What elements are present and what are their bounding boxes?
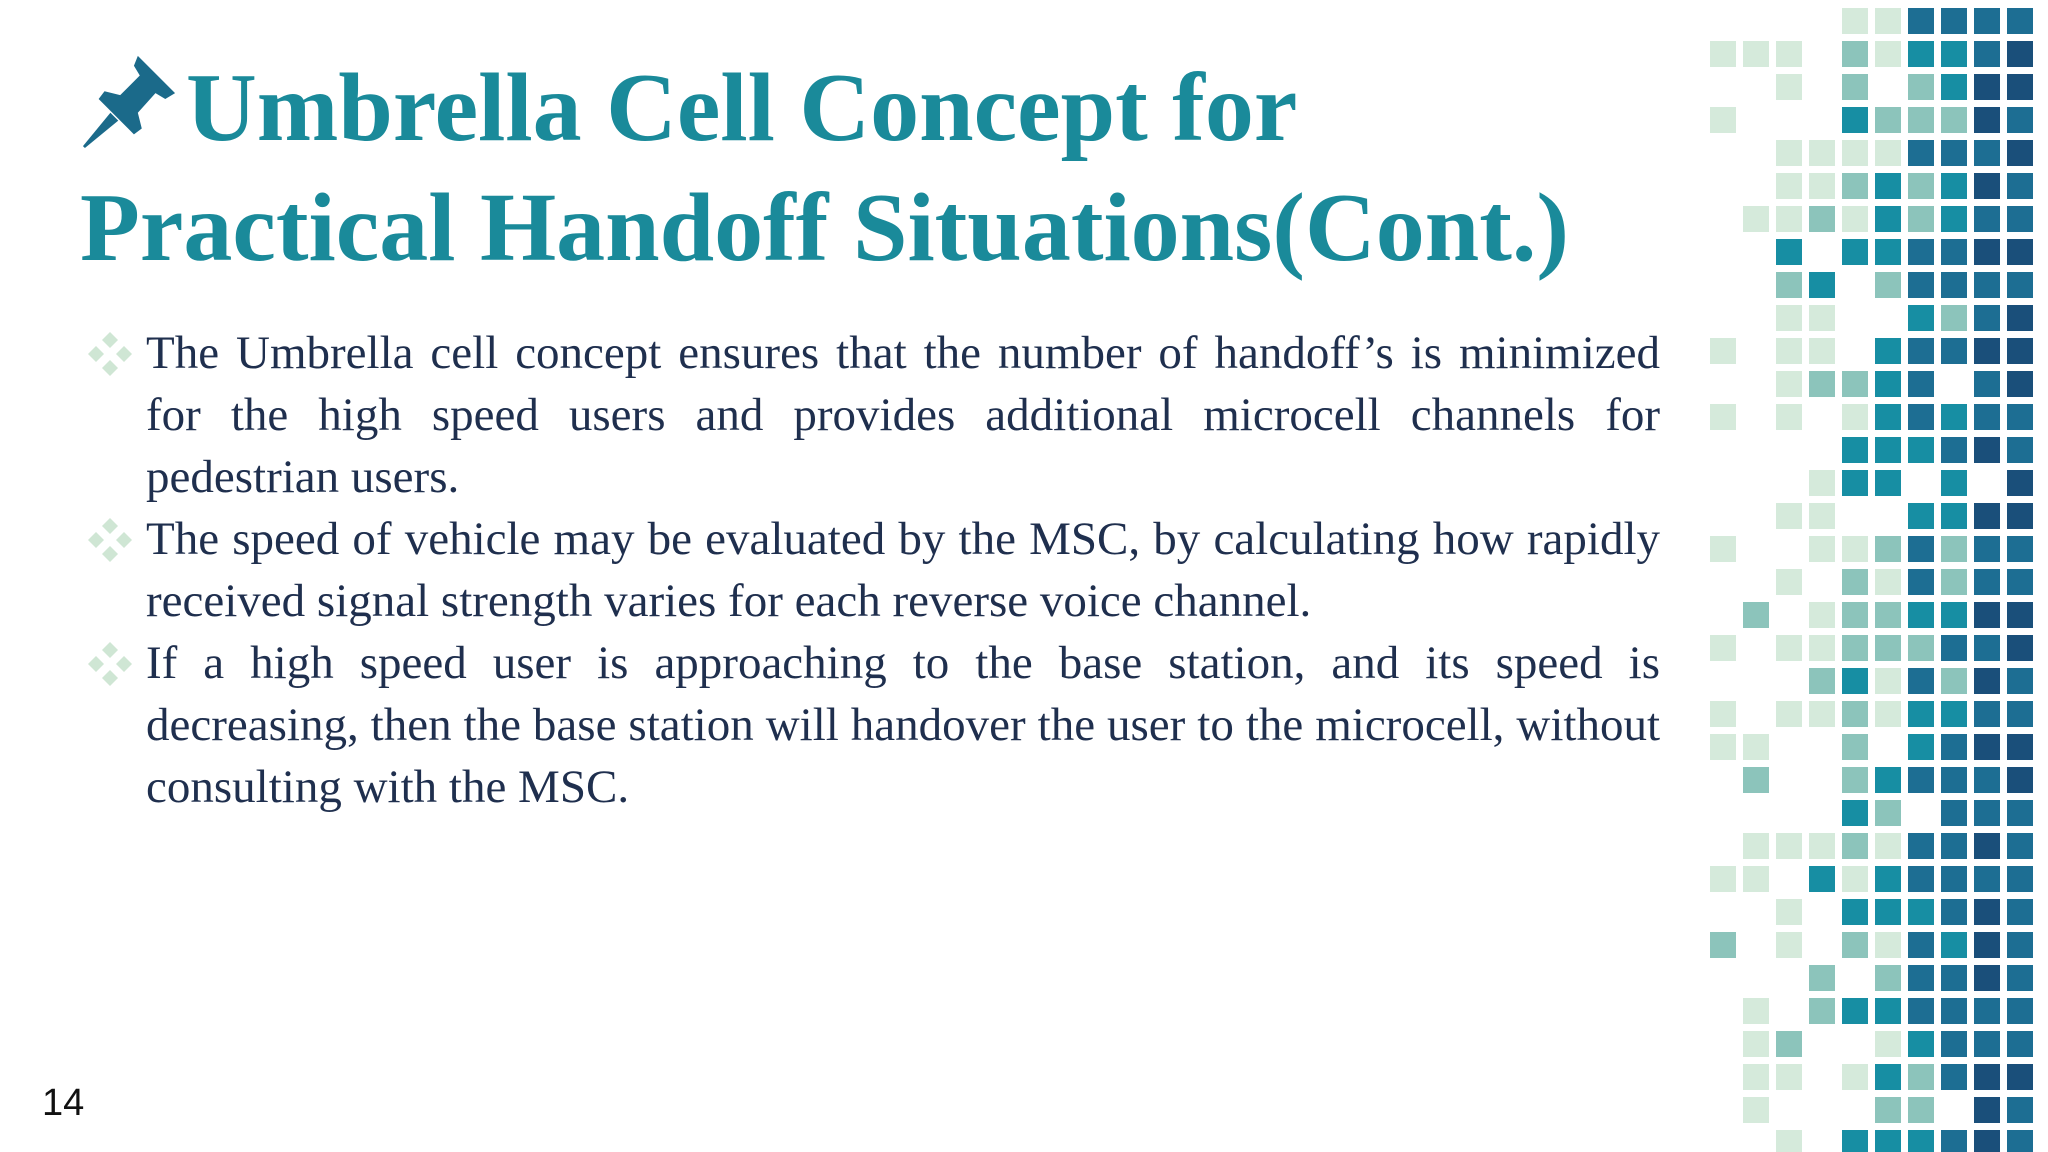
- decorative-mosaic-pattern: [1700, 0, 2048, 1152]
- mosaic-square: [1743, 1031, 1769, 1057]
- mosaic-square: [1908, 272, 1934, 298]
- bullet-text: The speed of vehicle may be evaluated by the MSC, by calculating how rapidly received signal strength varies for each reverse voice channel.: [146, 513, 1660, 627]
- mosaic-square: [1710, 41, 1736, 67]
- mosaic-square: [1974, 833, 2000, 859]
- mosaic-square: [1875, 1130, 1901, 1152]
- mosaic-square: [1743, 602, 1769, 628]
- mosaic-square: [1941, 734, 1967, 760]
- mosaic-square: [1842, 470, 1868, 496]
- mosaic-square: [1743, 833, 1769, 859]
- mosaic-square: [1776, 569, 1802, 595]
- mosaic-square: [2007, 899, 2033, 925]
- mosaic-square: [1875, 668, 1901, 694]
- mosaic-square: [1941, 800, 1967, 826]
- mosaic-square: [1842, 701, 1868, 727]
- mosaic-square: [2007, 1031, 2033, 1057]
- mosaic-square: [1743, 206, 1769, 232]
- mosaic-square: [1875, 602, 1901, 628]
- mosaic-square: [2007, 635, 2033, 661]
- mosaic-square: [1842, 866, 1868, 892]
- mosaic-square: [2007, 536, 2033, 562]
- mosaic-square: [1875, 437, 1901, 463]
- mosaic-square: [1941, 866, 1967, 892]
- mosaic-square: [2007, 239, 2033, 265]
- mosaic-square: [1875, 1064, 1901, 1090]
- mosaic-square: [1809, 206, 1835, 232]
- mosaic-square: [1776, 404, 1802, 430]
- mosaic-square: [2007, 305, 2033, 331]
- mosaic-square: [1974, 569, 2000, 595]
- mosaic-square: [1974, 107, 2000, 133]
- mosaic-square: [1941, 74, 1967, 100]
- mosaic-square: [1941, 932, 1967, 958]
- mosaic-square: [1974, 602, 2000, 628]
- mosaic-square: [1941, 536, 1967, 562]
- mosaic-square: [1974, 239, 2000, 265]
- mosaic-square: [1974, 899, 2000, 925]
- mosaic-square: [1941, 404, 1967, 430]
- mosaic-square: [1908, 833, 1934, 859]
- mosaic-square: [1941, 998, 1967, 1024]
- mosaic-square: [1809, 338, 1835, 364]
- mosaic-square: [1941, 470, 1967, 496]
- mosaic-square: [1776, 503, 1802, 529]
- mosaic-square: [2007, 1130, 2033, 1152]
- mosaic-square: [2007, 734, 2033, 760]
- mosaic-square: [2007, 965, 2033, 991]
- mosaic-square: [2007, 272, 2033, 298]
- mosaic-square: [1875, 833, 1901, 859]
- mosaic-square: [1776, 1130, 1802, 1152]
- mosaic-square: [2007, 602, 2033, 628]
- mosaic-square: [1842, 8, 1868, 34]
- mosaic-square: [1941, 668, 1967, 694]
- mosaic-square: [1710, 107, 1736, 133]
- mosaic-square: [1941, 1031, 1967, 1057]
- mosaic-square: [1908, 8, 1934, 34]
- mosaic-square: [2007, 1097, 2033, 1123]
- mosaic-square: [1776, 206, 1802, 232]
- mosaic-square: [1941, 965, 1967, 991]
- mosaic-square: [1842, 635, 1868, 661]
- mosaic-square: [1710, 734, 1736, 760]
- mosaic-square: [2007, 8, 2033, 34]
- mosaic-square: [1941, 899, 1967, 925]
- mosaic-square: [1974, 173, 2000, 199]
- mosaic-square: [1908, 899, 1934, 925]
- mosaic-square: [1875, 866, 1901, 892]
- mosaic-square: [1908, 734, 1934, 760]
- mosaic-square: [1776, 932, 1802, 958]
- mosaic-square: [1776, 701, 1802, 727]
- mosaic-square: [1875, 635, 1901, 661]
- mosaic-square: [1842, 734, 1868, 760]
- mosaic-square: [1908, 866, 1934, 892]
- mosaic-square: [1875, 536, 1901, 562]
- mosaic-square: [1974, 734, 2000, 760]
- mosaic-square: [1974, 932, 2000, 958]
- mosaic-square: [1974, 1064, 2000, 1090]
- mosaic-square: [1875, 239, 1901, 265]
- mosaic-square: [1875, 8, 1901, 34]
- bullet-text: The Umbrella cell concept ensures that the number of handoff’s is minimized for the high speed users and provides additional microcell channels for pedestrian users.: [146, 327, 1660, 503]
- mosaic-square: [2007, 140, 2033, 166]
- mosaic-square: [1908, 668, 1934, 694]
- mosaic-square: [1776, 140, 1802, 166]
- mosaic-square: [1908, 338, 1934, 364]
- mosaic-square: [1974, 767, 2000, 793]
- mosaic-square: [1974, 371, 2000, 397]
- mosaic-square: [1875, 470, 1901, 496]
- mosaic-square: [2007, 470, 2033, 496]
- mosaic-square: [1974, 701, 2000, 727]
- mosaic-square: [1842, 140, 1868, 166]
- mosaic-square: [1809, 140, 1835, 166]
- mosaic-square: [1941, 173, 1967, 199]
- mosaic-square: [1842, 1064, 1868, 1090]
- mosaic-square: [1710, 701, 1736, 727]
- mosaic-square: [1743, 998, 1769, 1024]
- mosaic-square: [1842, 437, 1868, 463]
- mosaic-square: [1974, 206, 2000, 232]
- mosaic-square: [1809, 701, 1835, 727]
- mosaic-square: [1875, 1097, 1901, 1123]
- mosaic-square: [1710, 635, 1736, 661]
- mosaic-square: [1842, 800, 1868, 826]
- mosaic-square: [1809, 833, 1835, 859]
- mosaic-square: [1908, 602, 1934, 628]
- mosaic-square: [1842, 668, 1868, 694]
- mosaic-square: [1776, 1064, 1802, 1090]
- mosaic-square: [1842, 833, 1868, 859]
- mosaic-square: [1941, 602, 1967, 628]
- mosaic-square: [1974, 1130, 2000, 1152]
- four-diamond-bullet-icon: [86, 640, 134, 688]
- mosaic-square: [1875, 767, 1901, 793]
- mosaic-square: [1941, 41, 1967, 67]
- mosaic-square: [1908, 140, 1934, 166]
- mosaic-square: [1743, 734, 1769, 760]
- mosaic-square: [1875, 1031, 1901, 1057]
- mosaic-square: [1974, 8, 2000, 34]
- mosaic-square: [1974, 1097, 2000, 1123]
- mosaic-square: [1809, 866, 1835, 892]
- mosaic-square: [1908, 1031, 1934, 1057]
- mosaic-square: [1974, 998, 2000, 1024]
- mosaic-square: [1908, 1064, 1934, 1090]
- mosaic-square: [1941, 338, 1967, 364]
- mosaic-square: [1974, 536, 2000, 562]
- mosaic-square: [1974, 437, 2000, 463]
- mosaic-square: [1974, 668, 2000, 694]
- mosaic-square: [1776, 239, 1802, 265]
- mosaic-square: [2007, 998, 2033, 1024]
- mosaic-square: [1710, 866, 1736, 892]
- mosaic-square: [1908, 206, 1934, 232]
- mosaic-square: [1908, 536, 1934, 562]
- four-diamond-bullet-icon: [86, 330, 134, 378]
- mosaic-square: [1908, 173, 1934, 199]
- mosaic-square: [1842, 536, 1868, 562]
- mosaic-square: [1776, 371, 1802, 397]
- bullet-item: [84, 632, 1660, 818]
- mosaic-square: [1974, 305, 2000, 331]
- mosaic-square: [1908, 569, 1934, 595]
- mosaic-square: [2007, 206, 2033, 232]
- mosaic-square: [1875, 371, 1901, 397]
- mosaic-square: [1941, 503, 1967, 529]
- mosaic-square: [1908, 107, 1934, 133]
- mosaic-square: [1809, 998, 1835, 1024]
- slide-title-block: [80, 48, 1680, 288]
- mosaic-square: [1710, 932, 1736, 958]
- mosaic-square: [2007, 1064, 2033, 1090]
- mosaic-square: [1875, 800, 1901, 826]
- mosaic-square: [1776, 41, 1802, 67]
- mosaic-square: [1908, 635, 1934, 661]
- mosaic-square: [1842, 74, 1868, 100]
- mosaic-square: [1908, 404, 1934, 430]
- mosaic-square: [1776, 635, 1802, 661]
- mosaic-square: [1941, 140, 1967, 166]
- mosaic-square: [2007, 866, 2033, 892]
- mosaic-square: [2007, 173, 2033, 199]
- mosaic-square: [1908, 74, 1934, 100]
- mosaic-square: [1974, 635, 2000, 661]
- mosaic-square: [1743, 1097, 1769, 1123]
- mosaic-square: [2007, 338, 2033, 364]
- mosaic-square: [1974, 1031, 2000, 1057]
- mosaic-square: [1908, 305, 1934, 331]
- mosaic-square: [1941, 1064, 1967, 1090]
- slide-title: Umbrella Cell Concept for Practical Handoff Situations(Cont.): [80, 54, 1569, 282]
- mosaic-square: [1941, 701, 1967, 727]
- mosaic-square: [1776, 272, 1802, 298]
- mosaic-square: [1875, 338, 1901, 364]
- mosaic-square: [1809, 470, 1835, 496]
- mosaic-square: [1875, 569, 1901, 595]
- mosaic-square: [1908, 503, 1934, 529]
- mosaic-square: [1809, 305, 1835, 331]
- mosaic-square: [1842, 932, 1868, 958]
- mosaic-square: [1842, 998, 1868, 1024]
- mosaic-square: [1908, 371, 1934, 397]
- mosaic-square: [1842, 239, 1868, 265]
- mosaic-square: [1875, 965, 1901, 991]
- mosaic-square: [2007, 569, 2033, 595]
- mosaic-square: [2007, 668, 2033, 694]
- mosaic-square: [1842, 404, 1868, 430]
- mosaic-square: [1941, 767, 1967, 793]
- mosaic-square: [1941, 107, 1967, 133]
- mosaic-square: [1875, 206, 1901, 232]
- mosaic-square: [1743, 41, 1769, 67]
- mosaic-square: [1974, 965, 2000, 991]
- mosaic-square: [1908, 1097, 1934, 1123]
- mosaic-square: [1908, 437, 1934, 463]
- bullet-list: [84, 322, 1660, 818]
- mosaic-square: [1941, 206, 1967, 232]
- mosaic-square: [1974, 338, 2000, 364]
- mosaic-square: [1875, 404, 1901, 430]
- mosaic-square: [1743, 866, 1769, 892]
- mosaic-square: [1875, 932, 1901, 958]
- mosaic-square: [1842, 107, 1868, 133]
- mosaic-square: [1776, 899, 1802, 925]
- mosaic-square: [1974, 41, 2000, 67]
- mosaic-square: [1941, 272, 1967, 298]
- four-diamond-bullet-icon: [86, 516, 134, 564]
- mosaic-square: [1710, 536, 1736, 562]
- mosaic-square: [1776, 833, 1802, 859]
- mosaic-square: [1941, 8, 1967, 34]
- mosaic-square: [1875, 107, 1901, 133]
- mosaic-square: [1941, 437, 1967, 463]
- mosaic-square: [1776, 1031, 1802, 1057]
- mosaic-square: [2007, 371, 2033, 397]
- mosaic-square: [1809, 668, 1835, 694]
- mosaic-square: [1743, 767, 1769, 793]
- mosaic-square: [2007, 800, 2033, 826]
- mosaic-square: [1908, 932, 1934, 958]
- mosaic-square: [1842, 41, 1868, 67]
- mosaic-square: [1842, 206, 1868, 232]
- mosaic-square: [1974, 272, 2000, 298]
- mosaic-square: [1875, 899, 1901, 925]
- mosaic-square: [1974, 74, 2000, 100]
- mosaic-square: [1908, 1130, 1934, 1152]
- mosaic-square: [2007, 932, 2033, 958]
- bullet-item: [84, 508, 1660, 632]
- mosaic-square: [1710, 338, 1736, 364]
- mosaic-square: [1974, 503, 2000, 529]
- mosaic-square: [1908, 998, 1934, 1024]
- mosaic-square: [1875, 998, 1901, 1024]
- mosaic-square: [2007, 767, 2033, 793]
- mosaic-square: [1809, 371, 1835, 397]
- bullet-text: If a high speed user is approaching to the base station, and its speed is decreasing, then the base station will handover the user to the microcell, without consulting with the MSC.: [146, 637, 1660, 813]
- pushpin-icon: [80, 52, 180, 150]
- mosaic-square: [2007, 41, 2033, 67]
- mosaic-square: [1875, 173, 1901, 199]
- mosaic-square: [1875, 701, 1901, 727]
- mosaic-square: [1908, 701, 1934, 727]
- mosaic-square: [1908, 239, 1934, 265]
- mosaic-square: [1809, 635, 1835, 661]
- mosaic-square: [1875, 140, 1901, 166]
- mosaic-square: [1842, 602, 1868, 628]
- mosaic-square: [1809, 602, 1835, 628]
- bullet-item: [84, 322, 1660, 508]
- mosaic-square: [1809, 965, 1835, 991]
- mosaic-square: [1776, 338, 1802, 364]
- mosaic-square: [1776, 173, 1802, 199]
- mosaic-square: [1842, 371, 1868, 397]
- mosaic-square: [1974, 404, 2000, 430]
- mosaic-square: [1941, 569, 1967, 595]
- mosaic-square: [1941, 833, 1967, 859]
- mosaic-square: [1842, 767, 1868, 793]
- mosaic-square: [1842, 569, 1868, 595]
- mosaic-square: [1842, 173, 1868, 199]
- mosaic-square: [1941, 305, 1967, 331]
- mosaic-square: [1842, 899, 1868, 925]
- mosaic-square: [1908, 41, 1934, 67]
- mosaic-square: [1776, 74, 1802, 100]
- mosaic-square: [1809, 536, 1835, 562]
- mosaic-square: [1809, 173, 1835, 199]
- mosaic-square: [1974, 140, 2000, 166]
- mosaic-square: [1875, 272, 1901, 298]
- page-number: 14: [42, 1082, 85, 1124]
- mosaic-square: [1974, 866, 2000, 892]
- mosaic-square: [1842, 1130, 1868, 1152]
- mosaic-square: [1710, 404, 1736, 430]
- mosaic-square: [2007, 503, 2033, 529]
- mosaic-square: [1776, 305, 1802, 331]
- mosaic-square: [1743, 1064, 1769, 1090]
- mosaic-square: [2007, 107, 2033, 133]
- mosaic-square: [2007, 833, 2033, 859]
- mosaic-square: [2007, 701, 2033, 727]
- mosaic-square: [1908, 767, 1934, 793]
- mosaic-square: [2007, 404, 2033, 430]
- mosaic-square: [1941, 635, 1967, 661]
- mosaic-square: [2007, 74, 2033, 100]
- mosaic-square: [1809, 503, 1835, 529]
- mosaic-square: [1941, 239, 1967, 265]
- mosaic-square: [1875, 41, 1901, 67]
- mosaic-square: [1974, 800, 2000, 826]
- mosaic-square: [1908, 965, 1934, 991]
- mosaic-square: [2007, 437, 2033, 463]
- mosaic-square: [1941, 1130, 1967, 1152]
- mosaic-square: [1809, 272, 1835, 298]
